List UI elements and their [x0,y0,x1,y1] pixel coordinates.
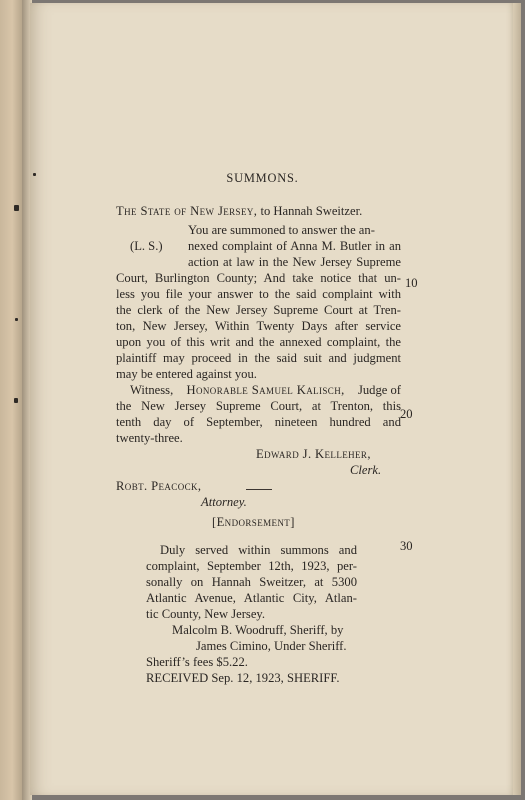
summons-line: plaintiff may proceed in the said suit and judgment [116,351,401,365]
state-name: The State of New Jersey, [116,204,258,218]
clerk-title: Clerk. [350,463,382,477]
binding-mark [15,318,18,321]
witness-suffix: Judge of [357,383,401,397]
page-fore-edge [513,3,521,795]
endorsement-line: Duly served within summons and [160,543,357,557]
endorsement-heading: [Endorsement] [212,515,295,529]
binding-mark [14,398,18,403]
document-title: SUMMONS. [226,171,299,185]
section-divider [246,489,272,490]
endorsement-line: Atlantic Avenue, Atlantic City, Atlan- [146,591,357,605]
salutation [116,203,362,219]
received-stamp: RECEIVED Sep. 12, 1923, SHERIFF. [146,671,340,685]
under-sheriff-line: James Cimino, Under Sheriff. [196,639,347,653]
line-number: 20 [400,407,413,421]
clerk-name: Edward J. Kelleher, [256,447,371,461]
witness-line: twenty-three. [116,431,183,445]
endorsement-line: tic County, New Jersey. [146,607,266,621]
addressee: to Hannah Sweitzer. [257,204,363,218]
sheriff-fees: Sheriff’s fees $5.22. [146,655,248,669]
binding-mark [14,205,19,211]
line-number: 10 [405,276,418,290]
sheriff-line: Malcolm B. Woodruff, Sheriff, by [172,623,344,637]
endorsement-line: complaint, September 12th, 1923, per- [146,559,357,573]
summons-line: You are summoned to answer the an- [188,223,375,237]
summons-line: less you file your answer to the said complaint with [116,287,401,301]
summons-line: Court, Burlington County; And take notice that un- [116,271,401,285]
seal-mark: (L. S.) [130,239,163,253]
line-number: 30 [400,539,413,553]
judge-name: Honorable Samuel Kalisch, [186,383,345,397]
witness-line: the New Jersey Supreme Court, at Trenton, this [116,399,401,413]
witness-prefix: Witness, [130,383,174,397]
attorney-title: Attorney. [201,495,247,509]
summons-line: ton, New Jersey, Within Twenty Days after service [116,319,401,333]
endorsement-line: sonally on Hannah Sweitzer, at 5300 [146,575,357,589]
summons-line: action at law in the New Jersey Supreme [188,255,401,269]
summons-line: upon you of this writ and the annexed complaint, the [116,335,401,349]
witness-line [130,382,401,398]
previous-page-edge [0,0,22,800]
summons-line: nexed complaint of Anna M. Butler in an [188,239,401,253]
attorney-name: Robt. Peacock, [116,479,202,493]
summons-line: may be entered against you. [116,367,257,381]
summons-line: the clerk of the New Jersey Supreme Court at Tren- [116,303,401,317]
witness-line: tenth day of September, nineteen hundred and [116,415,401,429]
